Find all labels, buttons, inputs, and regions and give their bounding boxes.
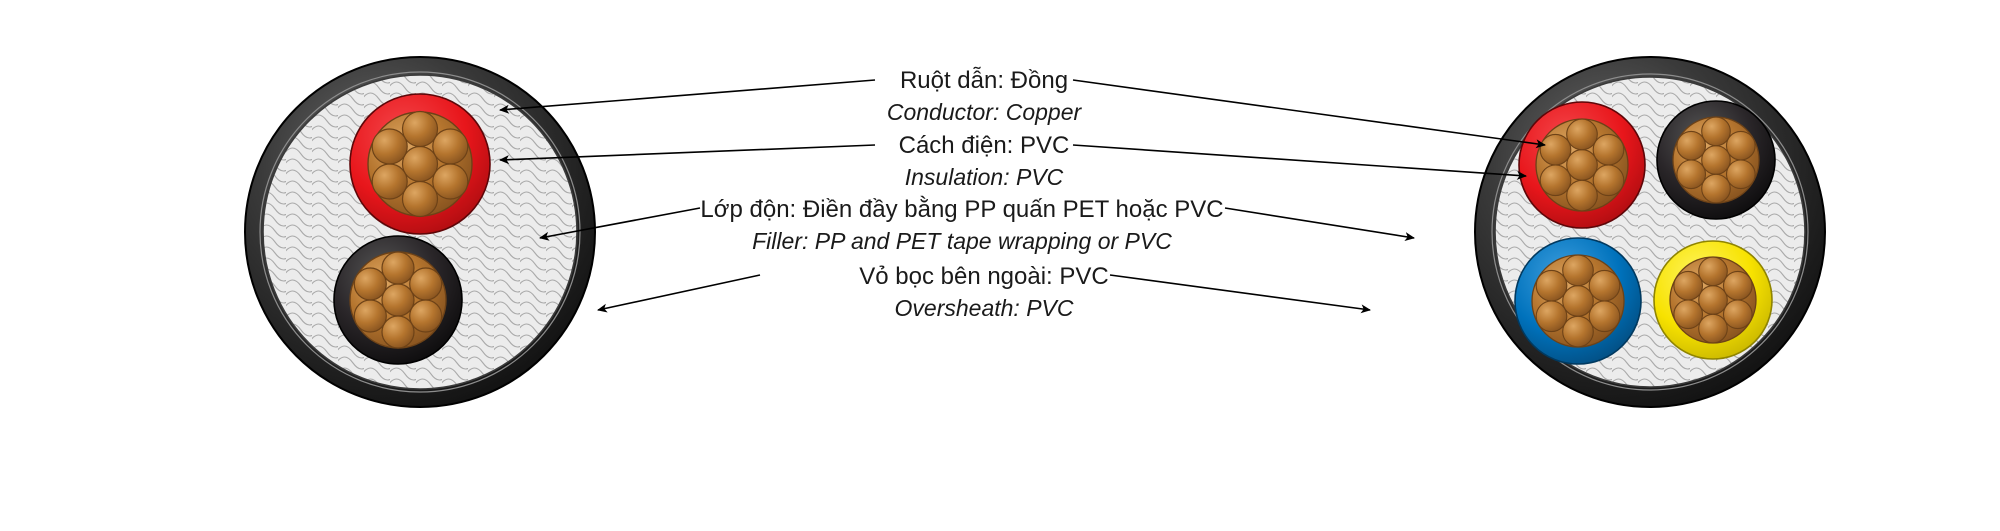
- left-cable-2-core: [245, 57, 595, 407]
- leader-insulation-right: [1073, 145, 1526, 176]
- leader-conductor-left: [500, 80, 875, 110]
- label-insulation-vi: Cách điện: PVC: [898, 132, 1070, 159]
- right-core-black: [1657, 101, 1775, 219]
- label-insulation-en: Insulation: PVC: [904, 164, 1064, 190]
- label-group-conductor: [887, 67, 1083, 125]
- label-oversheath-vi: Vỏ bọc bên ngoài: PVC: [859, 263, 1109, 290]
- leader-oversheath-right: [1110, 275, 1370, 310]
- label-filler-vi: Lớp độn: Điền đầy bằng PP quấn PET hoặc PVC: [700, 196, 1224, 223]
- label-filler-en: Filler: PP and PET tape wrapping or PVC: [752, 228, 1172, 254]
- label-conductor-en: Conductor: Copper: [886, 99, 1082, 125]
- label-group-insulation: [899, 132, 1070, 190]
- right-core-yellow: [1654, 241, 1772, 359]
- right-core-blue: [1515, 238, 1641, 364]
- left-core-black: [334, 236, 462, 364]
- left-core-red: [350, 94, 490, 234]
- leader-oversheath-left: [598, 275, 760, 310]
- right-cable-4-core: [1475, 57, 1825, 407]
- label-group-filler: [700, 196, 1223, 254]
- label-conductor-vi: Ruột dẫn: Đồng: [899, 67, 1069, 94]
- label-group-oversheath: [859, 263, 1109, 321]
- leader-conductor-right: [1073, 80, 1545, 145]
- label-oversheath-en: Oversheath: PVC: [894, 295, 1074, 321]
- leader-filler-right: [1225, 208, 1414, 238]
- right-core-red: [1519, 102, 1645, 228]
